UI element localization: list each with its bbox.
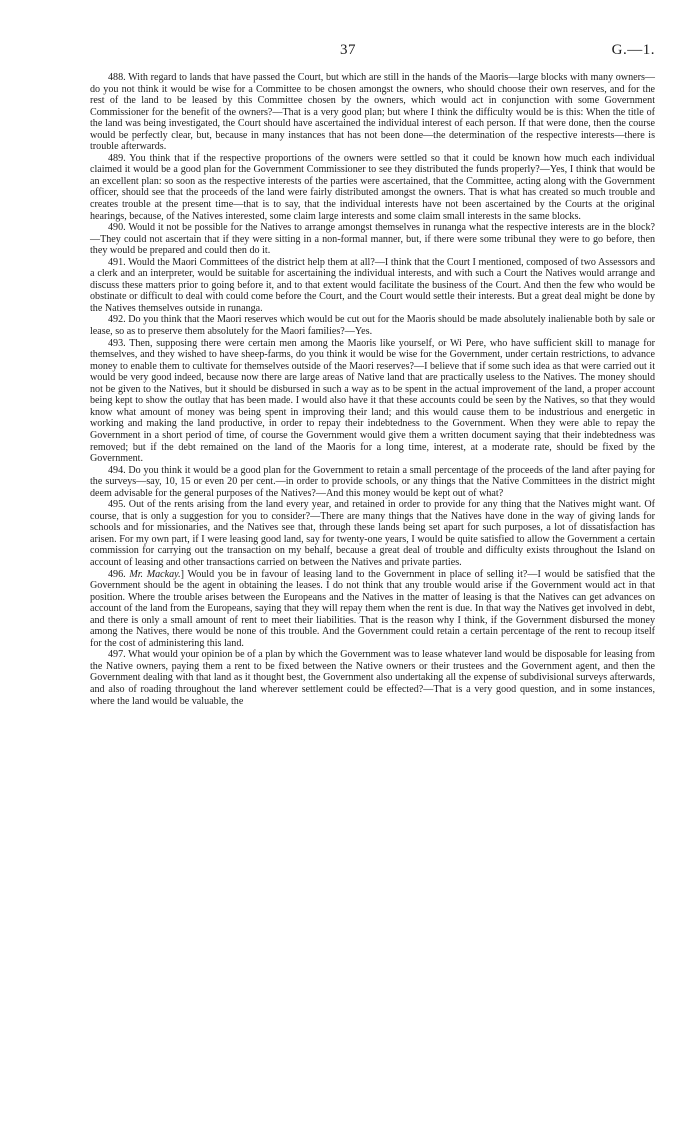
paragraph-496 bbox=[90, 569, 655, 650]
paragraph-489: 489. You think that if the respective proportions of the owners were settled so that it could be known how much each individual claimed it would be a good plan for the Government Commissioner to see they distributed the funds properly?—Yes, I think that would be an excellent plan: so soon as the respective interests of the parties were ascertained, that the Committee, acting along with the Government officer, should see that the proceeds of the land were fairly distributed amongst the owners. That is what has created so much trouble and creates trouble at the present time—that is to say, that the individual interests have not been ascertained by the Courts at the original hearings, because, of the Natives interested, some claim large interests and some claim small interests in the same blocks. bbox=[90, 152, 655, 222]
paragraph-text: ] Would you be in favour of leasing land to the Government in place of selling it?—I would be satisfied that the Government should be the agent in obtaining the leases. I do not think that any trouble would arise if the Government would act in that position. Where the trouble arises between the Europeans and the Natives in the matter of leasing is that the Natives can get advances on account of the land from the Europeans, saying that they will repay them when the rent is due. In that way the Natives get involved in debt, and there is only a small amount of rent to meet their liabilities. That is the reason why I think, if the Government disbursed the money among the Natives, there would be none of this trouble. And the Government could retain a certain percentage of the rent to recoup itself for the cost of administering this land. bbox=[90, 568, 655, 649]
paragraph-490: 490. Would it not be possible for the Natives to arrange amongst themselves in runanga what the respective interests are in the block?—They could not ascertain that if they were sitting in a non-formal manner, but, if there were some tribunal they were to go before, then they would be prepared and could then do it. bbox=[90, 222, 655, 257]
speaker-name: Mr. Mackay. bbox=[129, 568, 181, 580]
paragraph-493: 493. Then, supposing there were certain men among the Maoris like yourself, or Wi Pere, who have sufficient skill to manage for themselves, and they wished to have sheep-farms, do you think it would be wise for the Government, under certain restrictions, to advance money to enable them to cultivate for themselves outside of the Maori reserves?—I believe that if some such idea as that were carried out it would be very good indeed, because now there are large areas of Native land that are practically useless to the Natives. The money should not be given to the Natives, but it should be disbursed in such a way as to be spent in the actual improvement of the land, a proper account being kept to show the outlay that has been made. I would also have it that these accounts could be seen by the Natives, so that they would know what amount of money was being spent in improving their land; and this would cause them to be industrious and energetic in working and making the land productive, in order to repay their indebtedness to the Government. When they were able to repay the Government in a short period of time, of course the Government would give them a written document saying that their indebtedness was removed; but if the debt remained on the land of the Maoris for a long time, interest, at a moderate rate, should be fixed by the Government. bbox=[90, 337, 655, 465]
page-header bbox=[90, 42, 655, 64]
question-number: 496. bbox=[108, 568, 130, 580]
body-text bbox=[90, 72, 655, 707]
paragraph-488: 488. With regard to lands that have passed the Court, but which are still in the hands of the Maoris—large blocks with many owners—do you not think it would be wise for a Committee to be chosen amongst the owners, who should choose their own reserves, and for the rest of the land to be leased by this Committee chosen by the owners, which would act in conjunction with some Government Commissioner for the benefit of the owners?—That is a very good plan; but where I think the difficulty would be is this: When the title of the land was being investigated, the Court should have ascertained the individual interest of each person. If that were done, then the course would be perfectly clear, but, because in many instances that has not been done—the determination of the respective interests—there is trouble afterwards. bbox=[90, 72, 655, 153]
document-page bbox=[90, 0, 655, 1136]
page-number: 37 bbox=[340, 42, 356, 58]
paragraph-495: 495. Out of the rents arising from the land every year, and retained in order to provide for any thing that the Natives might want. Of course, that is only a suggestion for you to consider?—There are many things that the Natives have done in the way of giving lands for schools and for missionaries, and the Natives see that, through these lands being set apart for such purposes, a lot of dissatisfaction has arisen. For my own part, if I were leasing good land, say for twenty-one years, I would be quite satisfied to allow the Government a certain commission for carrying out the transaction on my behalf, because a great deal of trouble and difficulty exists throughout the Island on account of leasing and other transactions carried on between the Natives and private parties. bbox=[90, 499, 655, 568]
paragraph-497: 497. What would your opinion be of a plan by which the Government was to lease whatever land would be disposable for leasing from the Native owners, paying them a rent to be fixed between the Native owners or their trustees and the Government agent, and then the Government dealing with that land as it thought best, the Government also undertaking all the expense of subdivisional surveys afterwards, and also of roading throughout the land wherever settlement could be effected?—That is a very good question, and in some instances, where the land would be valuable, the bbox=[90, 649, 655, 707]
paragraph-492: 492. Do you think that the Maori reserves which would be cut out for the Maoris should be made absolutely inalienable both by sale or lease, so as to preserve them absolutely for the Maori families?—Yes. bbox=[90, 314, 655, 338]
document-reference: G.—1. bbox=[611, 42, 655, 58]
paragraph-491: 491. Would the Maori Committees of the district help them at all?—I think that the Court I mentioned, composed of two Assessors and a clerk and an interpreter, would be suitable for ascertaining the individual interests, and with such a Court the Natives would arrange and discuss these matters prior to going before it, and to that extent would facilitate the business of the Court. And then the few who would be obstinate or difficult to deal with could come before the Court, and the Court would settle their interests. But a great deal might be done by the Natives themselves outside in runanga. bbox=[90, 256, 655, 314]
paragraph-494: 494. Do you think it would be a good plan for the Government to retain a small percentage of the proceeds of the land after paying for the surveys—say, 10, 15 or even 20 per cent.—in order to provide schools, or any things that the Native Committees in the district might deem advisable for the general purposes of the Natives?—And this money would be kept out of what? bbox=[90, 464, 655, 499]
